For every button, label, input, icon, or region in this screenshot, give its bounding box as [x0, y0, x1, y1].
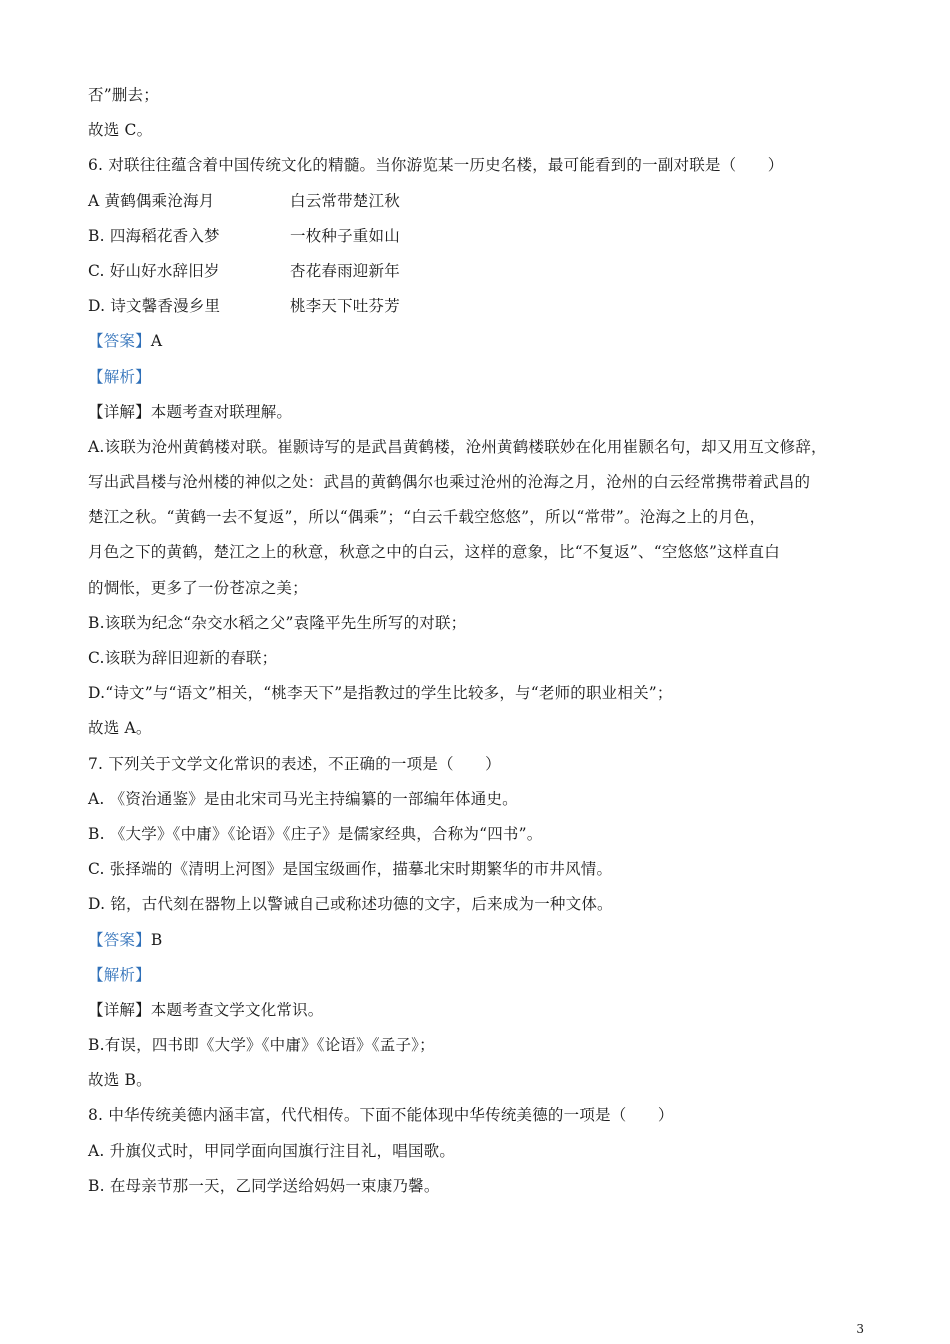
q7-option-b: B. 《大学》《中庸》《论语》《庄子》是儒家经典，合称为“四书”。 [88, 824, 543, 843]
q7-explanation-line: B.有误，四书即《大学》《中庸》《论语》《孟子》； [88, 1036, 435, 1055]
q7-explanation-line: 故选 B。 [88, 1071, 152, 1090]
couplet-second-line: 桃李天下吐芬芳 [290, 297, 400, 316]
q6-option-a [88, 184, 878, 219]
q6-explanation-line: C.该联为辞旧迎新的春联； [88, 649, 278, 667]
couplet-second-line: 杏花春雨迎新年 [290, 261, 400, 280]
q6-explanation-line: 楚江之秋。“黄鹤一去不复返”，所以“偶乘”；“白云千载空悠悠”，所以“常带”。沧海之上的月色， [88, 508, 766, 527]
answer-tag: 【答案】 [88, 930, 151, 949]
q7-option-d: D. 铭，古代刻在器物上以警诫自己或称述功德的文字，后来成为一种文体。 [88, 895, 613, 914]
answer-tag: 【答案】 [88, 332, 151, 351]
q6-explanation-line: 故选 A。 [88, 719, 152, 738]
q6-analysis [88, 360, 878, 395]
q7-option-a: A. 《资治通鉴》是由北宋司马光主持编纂的一部编年体通史。 [88, 789, 518, 808]
q6-explanation-line: 月色之下的黄鹤，楚江之上的秋意，秋意之中的白云，这样的意象，比“不复返”、“空悠悠”这样直白 [88, 543, 780, 562]
q6-explanation-line: 写出武昌楼与沧州楼的神似之处：武昌的黄鹤偶尔也乘过沧州的沧海之月，沧州的白云经常携带着武昌的 [88, 473, 811, 492]
q7-detail: 【详解】本题考查文学文化常识。 [88, 1000, 324, 1019]
couplet-second-line: 一枚种子重如山 [290, 226, 400, 245]
question-8: 8. 中华传统美德内涵丰富，代代相传。下面不能体现中华传统美德的一项是（ ） [88, 1106, 674, 1125]
analysis-tag: 【解析】 [88, 965, 151, 984]
q6-explanation-line: B.该联为纪念“杂交水稻之父”袁隆平先生所写的对联； [88, 613, 467, 632]
couplet-first-line: D. 诗文馨香漫乡里 [88, 297, 221, 316]
q6-explanation-line: A.该联为沧州黄鹤楼对联。崔颢诗写的是武昌黄鹤楼，沧州黄鹤楼联妙在化用崔颢名句，却又用互文修辞， [88, 437, 827, 456]
page-number: 3 [856, 1322, 864, 1336]
q6-option-d [88, 289, 878, 324]
answer-value: A [150, 332, 163, 351]
q6-option-c [88, 254, 878, 289]
q6-answer [88, 324, 878, 359]
text-line: 故选 C。 [88, 121, 153, 140]
q6-option-b [88, 219, 878, 254]
answer-value: B [150, 930, 163, 949]
couplet-first-line: C. 好山好水辞旧岁 [88, 261, 220, 280]
couplet-first-line: B. 四海稻花香入梦 [88, 226, 220, 245]
q6-explanation-line: D.“诗文”与“语文”相关，“桃李天下”是指教过的学生比较多，与“老师的职业相关”； [88, 684, 673, 703]
q7-analysis [88, 958, 878, 993]
q8-option-a: A. 升旗仪式时，甲同学面向国旗行注目礼，唱国歌。 [88, 1141, 456, 1160]
couplet-second-line: 白云常带楚江秋 [290, 191, 400, 210]
document-page [88, 78, 878, 1204]
text-line: 否”删去； [88, 86, 159, 104]
q6-explanation-line: 的惆怅，更多了一份苍凉之美； [88, 578, 308, 597]
analysis-tag: 【解析】 [88, 367, 151, 386]
q7-answer [88, 923, 878, 958]
question-7: 7. 下列关于文学文化常识的表述，不正确的一项是（ ） [88, 754, 501, 773]
q8-option-b: B. 在母亲节那一天，乙同学送给妈妈一束康乃馨。 [88, 1176, 440, 1195]
q7-option-c: C. 张择端的《清明上河图》是国宝级画作，描摹北宋时期繁华的市井风情。 [88, 860, 613, 879]
q6-detail: 【详解】本题考查对联理解。 [88, 402, 293, 421]
question-6: 6. 对联往往蕴含着中国传统文化的精髓。当你游览某一历史名楼，最可能看到的一副对联是（ ） [88, 156, 784, 175]
couplet-first-line: A 黄鹤偶乘沧海月 [88, 191, 215, 210]
